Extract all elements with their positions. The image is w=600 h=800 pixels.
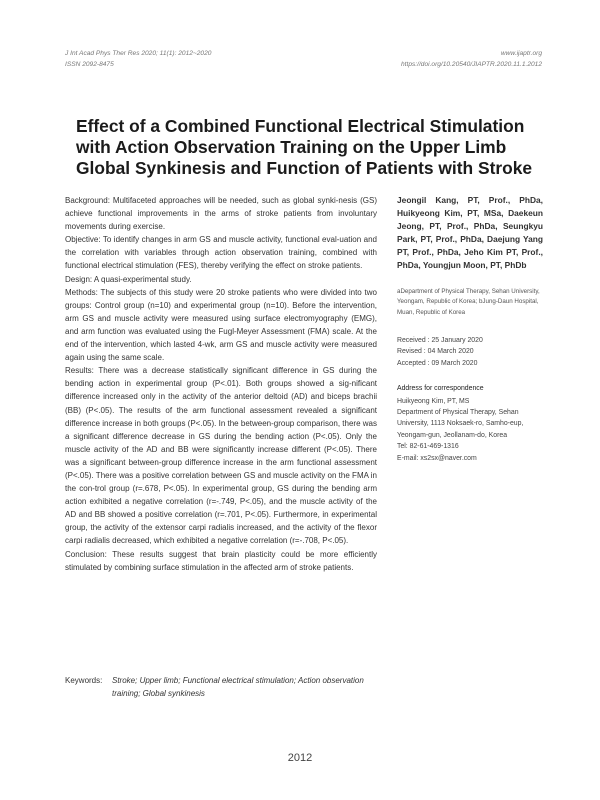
paper-title: Effect of a Combined Functional Electrical Stimulation with Action Observation Training on the Upper Limb Global Synkinesis and Function of Patients with Stroke: [76, 116, 533, 178]
abstract-label: Objective:: [65, 235, 101, 245]
author-list: Jeongil Kang, PT, Prof., PhDa, Huikyeong Kim, PT, MSa, Daekeun Jeong, PT, Prof., PhDa, Seungkyu Park, PT, Prof., PhDa, Daejung Yang PT, Prof., PhDa, Jeho Kim PT, Prof., PhDa, Youngjun Moon, PT, PhDb: [397, 195, 543, 271]
abstract-design: [65, 273, 377, 286]
correspondence: [397, 383, 543, 464]
correspondence-name: Huikyeong Kim, PT, MS: [397, 397, 470, 405]
keywords-text: Stroke; Upper limb; Functional electrical stimulation; Action observation training; Global synkinesis: [112, 676, 364, 698]
abstract-label: Methods:: [65, 287, 98, 297]
correspondence-address: Department of Physical Therapy, Sehan University, 1113 Noksaek-ro, Samho-eup, Yeongam-gun, Jeollanam-do, Korea: [397, 408, 524, 439]
abstract-text: To identify changes in arm GS and muscle activity, functional eval-uation and the correlation with variables through action observation training, combined with functional electrical stimulation (FES), thereby verifying the effect on stroke patients.: [65, 235, 377, 271]
abstract-text: A quasi-experimental study.: [92, 274, 192, 284]
keywords-label: Keywords:: [65, 676, 103, 685]
author-info-column: [397, 194, 543, 464]
abstract-text: There was a decrease statistically significant difference in GS during the bending action in experimental group (P<.01). Both groups showed a sig-nificant difference increased only in the activity of the anterior deltoid (AD) and biceps brachii (BB) (P<.05). The results of the arm functional assessment revealed a significant difference increase in both groups (P<.05). In the between-group comparison, there was a significant difference decrease in GS during the bending action (P<.05). Only the muscle activity of the AD and BB were significantly increase different (P<.05). There was a significant between-group difference increase in the arm functional assessment (P<.05). There was a positive correlation between GS and muscle activity on the FMA in the con-trol group (r=.678, P<.05). In experimental group, GS during the bending arm action exhibited a negative correlation (r=-.749, P<.05), and the muscle activity of the AD and BB showed a positive correlation (r=.701, P<.05). Furthermore, in experimental group, the activity of the extensor carpi radialis increased, and the activity of the flexor carpi radialis decreased, which exhibited a negative correlation (r=-.708, P<.05).: [65, 366, 377, 546]
abstract-methods: [65, 286, 377, 365]
doi-link[interactable]: https://doi.org/10.20540/JIAPTR.2020.11.1.2012: [400, 60, 542, 68]
revised-date: Revised : 04 March 2020: [397, 348, 474, 356]
received-date: Received : 25 January 2020: [397, 336, 483, 344]
article-dates: [397, 335, 543, 369]
abstract-text: These results suggest that brain plasticity could be more efficiently stimulated by combining surface stimulation in the affected arm of stroke patients.: [65, 549, 377, 572]
correspondence-phone: Tel: 82-61-469-1316: [397, 443, 459, 451]
affiliations: aDepartment of Physical Therapy, Sehan University, Yeongam, Republic of Korea; bJung-Daun Hospital, Muan, Republic of Korea: [397, 287, 540, 317]
issn: ISSN 2092-8475: [65, 60, 114, 68]
journal-header-left: [65, 49, 211, 70]
abstract-objective: [65, 233, 377, 272]
journal-website[interactable]: www.ijaptr.org: [500, 50, 542, 57]
journal-citation: J Int Acad Phys Ther Res 2020; 11(1): 2012~2020: [65, 50, 212, 57]
journal-header-right: [401, 49, 542, 70]
abstract-text: The subjects of this study were 20 stroke patients who were divided into two groups: Control group (n=10) and experimental group (n=10). Before the intervention, arm GS and muscle activity were measured using surface electromyography (EMG), and arm function was evaluated using the Fugl-Meyer Assessment (FMA) scale. At the end of the intervention, which lasted 4-wk, arm GS and muscle activity were measured again using the same scale.: [65, 287, 377, 363]
abstract: [65, 194, 377, 574]
keywords: [65, 675, 377, 700]
abstract-label: Conclusion:: [65, 549, 107, 559]
accepted-date: Accepted : 09 March 2020: [397, 359, 478, 367]
abstract-conclusion: [65, 548, 377, 574]
abstract-label: Design:: [65, 274, 93, 284]
correspondence-email[interactable]: E-mail: xs2sx@naver.com: [397, 454, 477, 462]
correspondence-title: Address for correspondence: [397, 385, 484, 393]
abstract-label: Results:: [65, 366, 94, 376]
abstract-background: [65, 194, 377, 233]
abstract-results: [65, 364, 377, 547]
abstract-text: Multifaceted approaches will be needed, such as global synki-nesis (GS) achieve functional improvements in the arms of stroke patients from involuntary movements during exercise.: [65, 196, 377, 232]
page-number: 2012: [287, 752, 313, 764]
abstract-label: Background:: [65, 196, 110, 205]
